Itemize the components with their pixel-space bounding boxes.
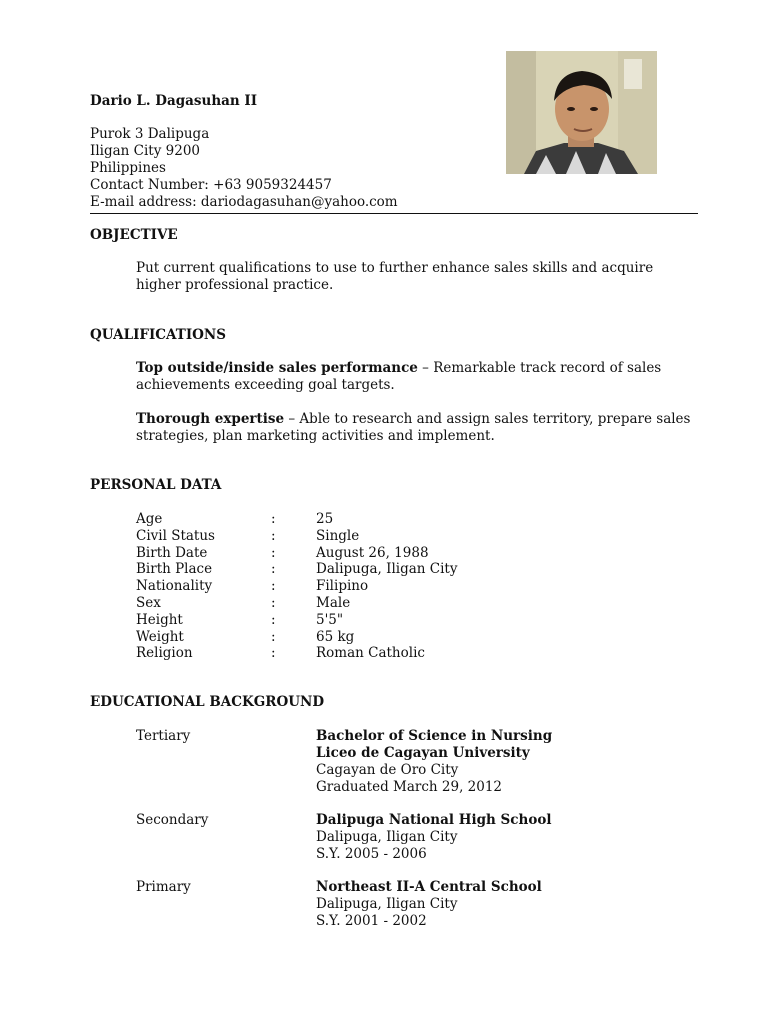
personal-separator: : — [271, 578, 276, 594]
personal-separator: : — [271, 528, 276, 544]
personal-label-height: Height — [136, 612, 183, 628]
education-tertiary-school: Liceo de Cagayan University — [316, 745, 530, 761]
personal-label-birth-place: Birth Place — [136, 561, 213, 577]
education-tertiary-graduated: Graduated March 29, 2012 — [316, 779, 503, 795]
personal-value-age: 25 — [316, 511, 334, 527]
personal-separator: : — [271, 645, 276, 661]
education-level-secondary: Secondary — [136, 812, 209, 828]
personal-separator: : — [271, 629, 276, 645]
personal-value-civil-status: Single — [316, 528, 360, 544]
header-divider — [90, 213, 698, 214]
personal-label-weight: Weight — [136, 629, 184, 645]
education-tertiary-location: Cagayan de Oro City — [316, 762, 459, 778]
education-level-primary: Primary — [136, 879, 191, 895]
personal-value-weight: 65 kg — [316, 629, 355, 645]
education-tertiary-degree: Bachelor of Science in Nursing — [316, 728, 553, 744]
qualification-item-1-desc: – Remarkable track record of sales — [417, 360, 662, 376]
objective-text-line-1: Put current qualifications to use to further enhance sales skills and acquire — [136, 260, 654, 276]
personal-value-religion: Roman Catholic — [316, 645, 425, 661]
qualification-item-1-title: Top outside/inside sales performance — [136, 360, 418, 376]
personal-label-birth-date: Birth Date — [136, 545, 208, 561]
education-primary-years: S.Y. 2001 - 2002 — [316, 913, 427, 929]
personal-value-birth-date: August 26, 1988 — [316, 545, 429, 561]
education-secondary-location: Dalipuga, Iligan City — [316, 829, 458, 845]
objective-text-line-2: higher professional practice. — [136, 277, 334, 293]
education-level-tertiary: Tertiary — [136, 728, 191, 744]
personal-separator: : — [271, 545, 276, 561]
applicant-photo-image — [506, 51, 657, 174]
education-primary-location: Dalipuga, Iligan City — [316, 896, 458, 912]
address-line-country: Philippines — [90, 160, 166, 176]
education-heading: EDUCATIONAL BACKGROUND — [90, 694, 325, 710]
applicant-photo — [506, 51, 657, 174]
qualification-item-1-line-1 — [136, 360, 661, 377]
email-address: E-mail address: dariodagasuhan@yahoo.com — [90, 194, 398, 210]
qualifications-heading: QUALIFICATIONS — [90, 327, 226, 343]
personal-value-birth-place: Dalipuga, Iligan City — [316, 561, 458, 577]
address-line-city: Iligan City 9200 — [90, 143, 200, 159]
personal-separator: : — [271, 595, 276, 611]
personal-label-civil-status: Civil Status — [136, 528, 215, 544]
qualification-item-1-line-2: achievements exceeding goal targets. — [136, 377, 395, 393]
personal-separator: : — [271, 561, 276, 577]
contact-number: Contact Number: +63 9059324457 — [90, 177, 332, 193]
personal-value-nationality: Filipino — [316, 578, 369, 594]
personal-data-heading: PERSONAL DATA — [90, 477, 222, 493]
personal-value-sex: Male — [316, 595, 351, 611]
personal-separator: : — [271, 612, 276, 628]
education-secondary-years: S.Y. 2005 - 2006 — [316, 846, 427, 862]
qualification-item-2-desc: – Able to research and assign sales territory, prepare sales — [284, 411, 691, 427]
personal-label-religion: Religion — [136, 645, 193, 661]
qualification-item-2-line-2: strategies, plan marketing activities and implement. — [136, 428, 495, 444]
personal-label-age: Age — [136, 511, 163, 527]
personal-label-nationality: Nationality — [136, 578, 213, 594]
personal-label-sex: Sex — [136, 595, 161, 611]
applicant-name: Dario L. Dagasuhan II — [90, 93, 258, 109]
objective-heading: OBJECTIVE — [90, 227, 178, 243]
education-secondary-school: Dalipuga National High School — [316, 812, 552, 828]
personal-value-height: 5'5" — [316, 612, 344, 628]
qualification-item-2-line-1 — [136, 411, 690, 428]
education-primary-school: Northeast II-A Central School — [316, 879, 542, 895]
qualification-item-2-title: Thorough expertise — [136, 411, 285, 427]
address-line-street: Purok 3 Dalipuga — [90, 126, 210, 142]
personal-separator: : — [271, 511, 276, 527]
